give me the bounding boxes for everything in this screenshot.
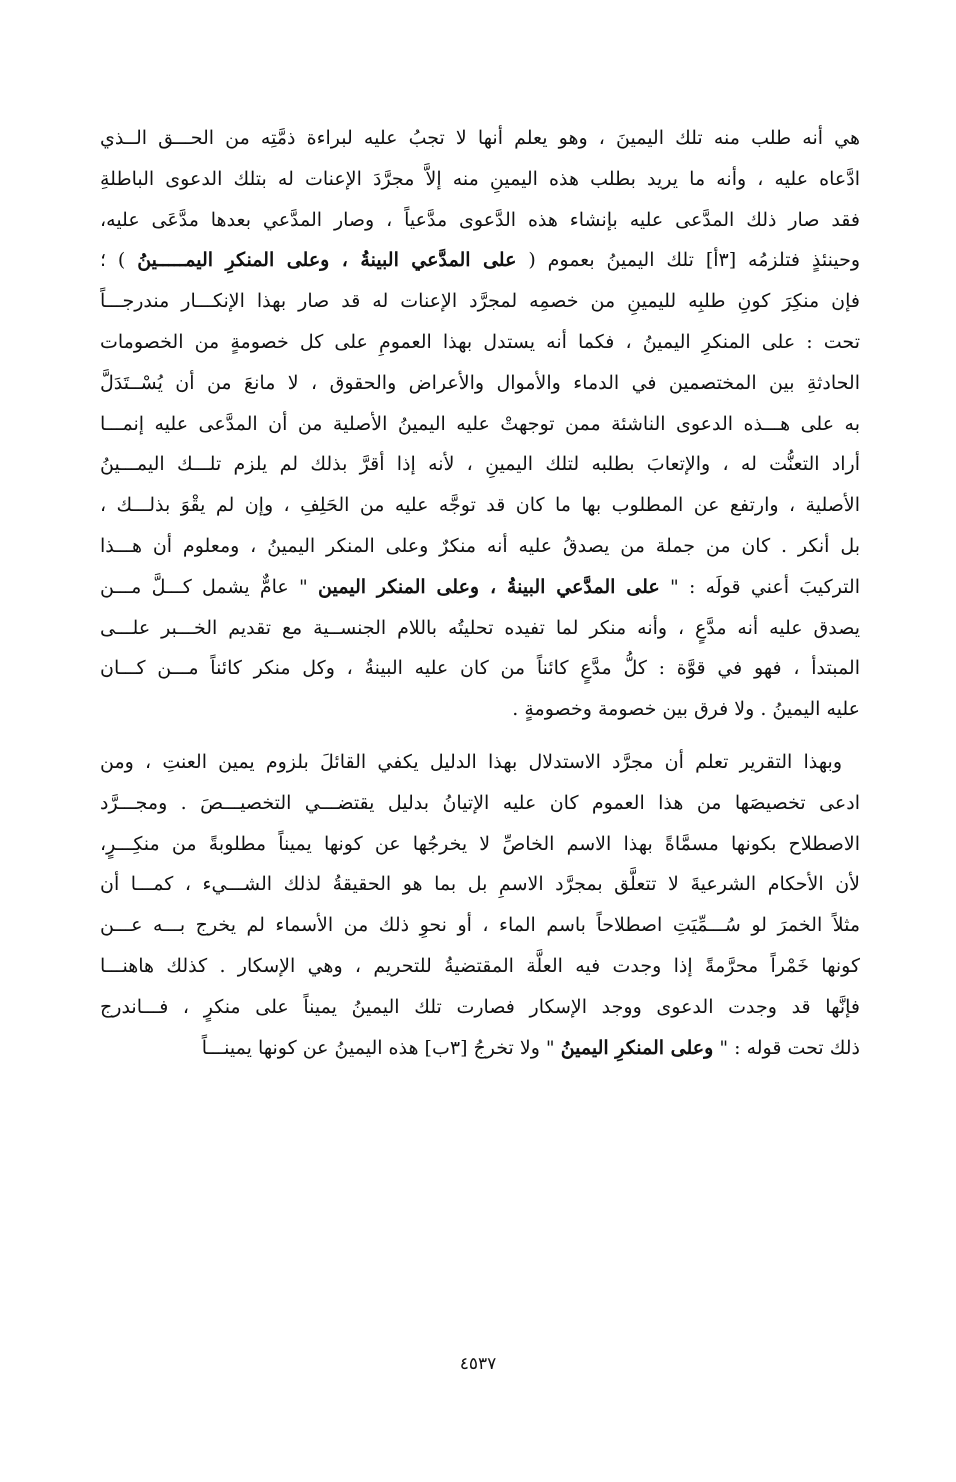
text-segment: فإن منكِرَ كونِ طلبِه لليمينِ من خصمِه لمجرَّد الإعنات له قد صار بهذا الإنكـــار مندرجـــاً — [100, 290, 860, 313]
paragraph-2 — [100, 742, 860, 1068]
text-segment: ادَّعاه عليه ، وأنه ما يريد بطلب هذه اليمينِ منه إلاَّ مجرَّدَ الإعنات له بتلك الدعوى الباطلةِ — [100, 167, 860, 190]
text-line — [100, 526, 860, 567]
text-line — [100, 567, 860, 608]
text-line — [100, 485, 860, 526]
text-segment: التركيبَ أعني قولَه : " — [659, 575, 860, 598]
text-line — [100, 281, 860, 322]
text-line — [100, 200, 860, 241]
text-segment: الحادثةِ بين المختصمين في الدماء والأموال والأعراض والحقوق ، لا مانعَ من أن يُسْــتَدَلَّ — [100, 371, 860, 394]
text-segment: عليه اليمينُ . ولا فرق بين خصومة وخصومةٍ . — [512, 698, 860, 721]
bold-quote: على المدَّعي البينةُ ، وعلى المنكرِ اليمـــــينُ — [137, 249, 517, 272]
text-line — [100, 742, 860, 783]
text-line — [100, 1028, 860, 1069]
text-segment: أراد التعنُّت له ، والإتعابَ بطلبه لتلك اليمينِ ، لأنه إذا أقرَّ بذلك لم يلزم تلـــك اليمـــينُ — [100, 453, 860, 476]
text-line — [100, 946, 860, 987]
bold-quote: على المدَّعي البينةُ ، وعلى المنكر اليمين — [318, 575, 660, 598]
text-segment: الاصطلاح بكونها مسمَّاةً بهذا الاسم الخاصِّ لا يخرجُها عن كونها يميناً مطلوبةً من منكِـــرٍ، — [100, 832, 860, 855]
text-segment: هي أنه طلب منه تلك اليمينَ ، وهو يعلم أنها لا تجبُ عليه لبراءة ذمَّتِه من الحـــق الــذي — [100, 127, 860, 149]
page-number: ٤٥٣٧ — [459, 1354, 497, 1374]
text-segment: وبهذا التقرير تعلم أن مجرَّد الاستدلال بهذا الدليل يكفي القائلَ بلزوم يمين العنتِ ، ومن — [100, 750, 842, 773]
text-line — [100, 905, 860, 946]
text-segment: فقد صار ذلك المدَّعى عليه بإنشاء هذه الدَّعوى مدَّعياً ، وصار المدَّعي بعدها مدَّعَى عليه، — [100, 208, 860, 231]
text-line — [100, 987, 860, 1028]
text-line — [100, 689, 860, 730]
text-segment: الأصلية ، وارتفع عن المطلوب بها ما كان قد توجَّه عليه من الحَلِفِ ، وإن لم يقْوَ بذلـــك ، — [100, 494, 860, 517]
text-line — [100, 322, 860, 363]
paragraph-gap — [100, 730, 860, 742]
paragraph-1 — [100, 118, 860, 730]
text-segment: ذلك تحت قوله : " — [713, 1036, 860, 1059]
text-line — [100, 444, 860, 485]
text-line — [100, 864, 860, 905]
text-line — [100, 118, 860, 159]
bold-quote: وعلى المنكرِ اليمينُ — [560, 1036, 714, 1059]
text-segment: بل أنكر . كان من جملة من يصدقُ عليه أنه منكرٌ وعلى المنكر اليمينُ ، ومعلوم أن هـــذا — [100, 534, 860, 557]
text-segment: " ولا تخرجُ [٣ب] هذه اليمينُ عن كونها يمينـــاً — [201, 1036, 561, 1059]
text-line — [100, 608, 860, 649]
text-segment: به على هـــذه الدعوى الناشئة ممن توجهتْ عليه اليمينُ الأصلية من أن المدَّعى عليه إنمـــا — [100, 412, 860, 435]
text-line — [100, 404, 860, 445]
text-segment: يصدق عليه أنه مدَّعٍ ، وأنه منكر لما تفيده تحليتُه باللام الجنســية مع تقديم الخـــبر علـــى — [100, 616, 860, 639]
text-segment: ادعى تخصيصَها من هذا العموم كان عليه الإتيانُ بدليل يقتضـــي التخصيـــصَ . ومجـــرَّد — [100, 791, 860, 814]
text-line — [100, 824, 860, 865]
text-segment: وحينئذٍ فتلزمُه [٣أ] تلك اليمينُ بعموم ( — [516, 249, 860, 272]
text-segment: تحت : على المنكرِ اليمينُ ، فكما أنه يستدل بهذا العمومِ على كل خصومةٍ من الخصومات — [100, 330, 860, 353]
text-body — [100, 118, 860, 1068]
text-segment: المبتدأ ، فهو في قوَّة : كلُّ مدَّعٍ كائناً من كان عليه البينةُ ، وكل منكر كائناً مـــن كـــان — [100, 657, 860, 680]
text-segment: " عامٌّ يشمل كـــلَّ مـــن — [100, 575, 319, 598]
text-segment: فإنَّها قد وجدت الدعوى ووجد الإسكار فصارت تلك اليمينُ يميناً على منكرٍ ، فـــاندرج — [100, 995, 860, 1018]
text-line — [100, 363, 860, 404]
text-segment: لأن الأحكام الشرعيةَ لا تتعلَّق بمجرَّد الاسمِ بل بما هو الحقيقةُ لذلك الشـــيء ، كمـــا أن — [100, 873, 860, 896]
text-segment: مثلاً الخمرَ لو سُـــمِّيَتِ اصطلاحاً باسم الماء ، أو نحوِ ذلك من الأسماء لم يخرج بـــه عـــن — [100, 914, 860, 937]
text-segment: ) ؛ — [100, 249, 138, 272]
text-line — [100, 783, 860, 824]
text-line — [100, 240, 860, 281]
text-line — [100, 159, 860, 200]
text-segment: كونها خَمْراً محرَّمةً إذا وجدت فيه العلَّة المقتضيةُ للتحريم ، وهي الإسكار . كذلك هاهنـــا — [100, 954, 860, 977]
text-line — [100, 648, 860, 689]
